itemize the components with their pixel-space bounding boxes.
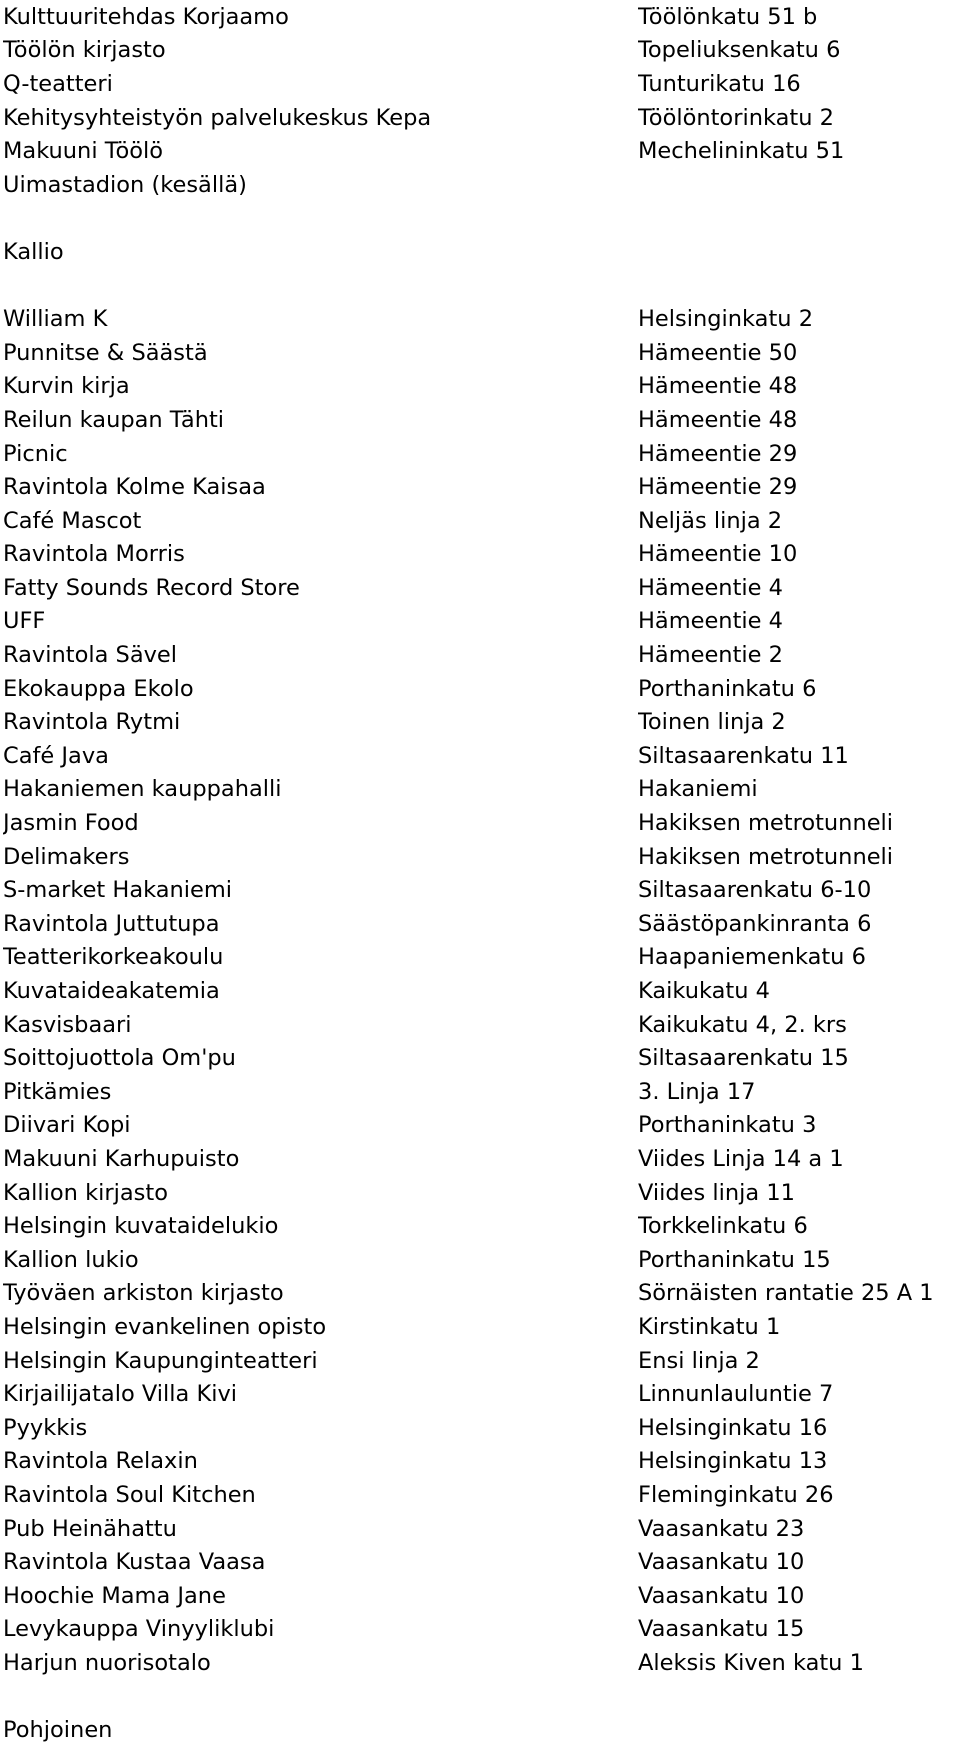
venue-address: Säästöpankinranta 6 [638,910,872,937]
list-item [3,302,958,336]
venue-name: Ravintola Morris [3,541,185,568]
list-item [3,773,958,807]
venue-address: Siltasaarenkatu 15 [638,1045,849,1072]
list-item [3,1377,958,1411]
venue-address: Vaasankatu 10 [638,1582,805,1609]
venue-name: Ravintola Relaxin [3,1448,198,1475]
venue-name: William K [3,306,108,333]
venue-name: Kallion lukio [3,1246,139,1273]
list-item [3,101,958,135]
venue-name: Helsingin kuvataidelukio [3,1213,279,1240]
section-gap [3,269,958,303]
list-item [3,638,958,672]
venue-address: Töölönkatu 51 b [638,3,818,30]
venue-name: Kulttuuritehdas Korjaamo [3,3,289,30]
venue-address: Helsinginkatu 16 [638,1414,828,1441]
venue-name: Punnitse & Säästä [3,339,208,366]
venue-name: Töölön kirjasto [3,37,166,64]
venue-name: Delimakers [3,843,130,870]
venue-address: Hämeentie 29 [638,474,798,501]
venue-name: Uimastadion (kesällä) [3,171,247,198]
venue-address: Mechelininkatu 51 [638,138,845,165]
list-item [3,840,958,874]
venue-address: Hakiksen metrotunneli [638,843,894,870]
venue-name: Fatty Sounds Record Store [3,574,300,601]
venue-address: Kaikukatu 4 [638,978,770,1005]
venue-name: Reilun kaupan Tähti [3,406,225,433]
venue-name: Diivari Kopi [3,1112,131,1139]
venue-name: Soittojuottola Om'pu [3,1045,236,1072]
venue-address: Siltasaarenkatu 6-10 [638,877,872,904]
list-item [3,538,958,572]
list-item [3,974,958,1008]
venue-address: Hämeentie 4 [638,574,783,601]
list-item [3,1243,958,1277]
list-item [3,1579,958,1613]
venue-address: Ensi linja 2 [638,1347,760,1374]
list-item [3,941,958,975]
list-item [3,437,958,471]
list-item [3,1142,958,1176]
list-item [3,168,958,202]
venue-address: Fleminginkatu 26 [638,1481,834,1508]
venue-address: Haapaniemenkatu 6 [638,944,866,971]
venue-name: Café Java [3,742,109,769]
venue-name: Levykauppa Vinyyliklubi [3,1616,275,1643]
venue-address: Hämeentie 10 [638,541,798,568]
venue-address: Vaasankatu 23 [638,1515,805,1542]
venue-name: Helsingin evankelinen opisto [3,1313,327,1340]
venue-address: Vaasankatu 15 [638,1616,805,1643]
venue-name: Makuuni Töölö [3,138,164,165]
venue-address: Porthaninkatu 15 [638,1246,831,1273]
venue-address: Linnunlauluntie 7 [638,1381,834,1408]
venue-name: Kurvin kirja [3,373,130,400]
venue-name: Ravintola Soul Kitchen [3,1481,256,1508]
list-item [3,403,958,437]
list-item [3,504,958,538]
list-item [3,1310,958,1344]
list-item [3,1209,958,1243]
section-heading: Kallio [3,238,64,265]
list-item [3,1109,958,1143]
venue-address: Helsinginkatu 2 [638,306,814,333]
venue-name: Teatterikorkeakoulu [3,944,224,971]
venue-name: Kallion kirjasto [3,1179,168,1206]
section-heading: Pohjoinen [3,1717,113,1744]
list-item [3,806,958,840]
list-item [3,571,958,605]
venue-address: 3. Linja 17 [638,1078,756,1105]
venue-name: Ravintola Kolme Kaisaa [3,474,266,501]
venue-address: Hämeentie 48 [638,373,798,400]
list-item [3,672,958,706]
venue-address: Hämeentie 48 [638,406,798,433]
venue-address: Hakiksen metrotunneli [638,810,894,837]
section-gap [3,1680,958,1714]
venue-address: Aleksis Kiven katu 1 [638,1649,864,1676]
venue-address: Porthaninkatu 6 [638,675,817,702]
venue-address: Helsinginkatu 13 [638,1448,828,1475]
venue-name: Café Mascot [3,507,142,534]
venue-address: Vaasankatu 10 [638,1549,805,1576]
venue-name: Hoochie Mama Jane [3,1582,226,1609]
list-item [3,1646,958,1680]
venue-name: Työväen arkiston kirjasto [3,1280,284,1307]
list-item [3,1512,958,1546]
venue-address: Topeliuksenkatu 6 [638,37,841,64]
venue-address: Hämeentie 4 [638,608,783,635]
venue-address: Siltasaarenkatu 11 [638,742,849,769]
venue-name: Harjun nuorisotalo [3,1649,211,1676]
venue-name: Helsingin Kaupunginteatteri [3,1347,318,1374]
list-item [3,370,958,404]
list-item [3,134,958,168]
venue-name: Pyykkis [3,1414,88,1441]
venue-address: Kirstinkatu 1 [638,1313,781,1340]
venue-name: Ravintola Kustaa Vaasa [3,1549,266,1576]
venue-name: Jasmin Food [3,810,139,837]
list-item [3,1545,958,1579]
venue-name: Kasvisbaari [3,1011,132,1038]
list-item [3,1008,958,1042]
list-item [3,739,958,773]
venue-address: Töölöntorinkatu 2 [638,104,834,131]
venue-address: Hakaniemi [638,776,758,803]
list-item [3,873,958,907]
venue-address: Kaikukatu 4, 2. krs [638,1011,847,1038]
venue-name: Makuuni Karhupuisto [3,1145,240,1172]
venue-name: S-market Hakaniemi [3,877,233,904]
venue-name: Ravintola Rytmi [3,709,181,736]
list-item [3,1176,958,1210]
venue-address: Porthaninkatu 3 [638,1112,817,1139]
venue-name: Pub Heinähattu [3,1515,177,1542]
venue-name: Ekokauppa Ekolo [3,675,194,702]
venue-name: Ravintola Juttutupa [3,910,220,937]
list-item [3,1411,958,1445]
list-item [3,67,958,101]
list-item [3,0,958,34]
venue-name: Ravintola Sävel [3,642,178,669]
list-item [3,1613,958,1647]
document-page [3,0,958,1747]
venue-address: Torkkelinkatu 6 [638,1213,808,1240]
list-item [3,705,958,739]
venue-name: Pitkämies [3,1078,112,1105]
list-item [3,1041,958,1075]
venue-name: Kehitysyhteistyön palvelukeskus Kepa [3,104,432,131]
venue-name: Kirjailijatalo Villa Kivi [3,1381,238,1408]
list-item [3,336,958,370]
venue-name: Kuvataideakatemia [3,978,220,1005]
venue-address: Sörnäisten rantatie 25 A 1 [638,1280,934,1307]
list-item [3,34,958,68]
venue-address: Tunturikatu 16 [638,70,801,97]
venue-name: Picnic [3,440,68,467]
list-item [3,605,958,639]
list-item [3,1277,958,1311]
venue-name: UFF [3,608,46,635]
venue-address: Hämeentie 29 [638,440,798,467]
venue-address: Hämeentie 50 [638,339,798,366]
list-item [3,470,958,504]
section-gap [3,202,958,236]
venue-address: Toinen linja 2 [638,709,786,736]
venue-address: Hämeentie 2 [638,642,783,669]
venue-address: Viides linja 11 [638,1179,795,1206]
venue-name: Q-teatteri [3,70,113,97]
list-item [3,1344,958,1378]
venue-address: Viides Linja 14 a 1 [638,1145,844,1172]
list-item [3,1445,958,1479]
list-item [3,1075,958,1109]
venue-address: Neljäs linja 2 [638,507,783,534]
list-item [3,907,958,941]
venue-name: Hakaniemen kauppahalli [3,776,282,803]
list-item [3,1478,958,1512]
